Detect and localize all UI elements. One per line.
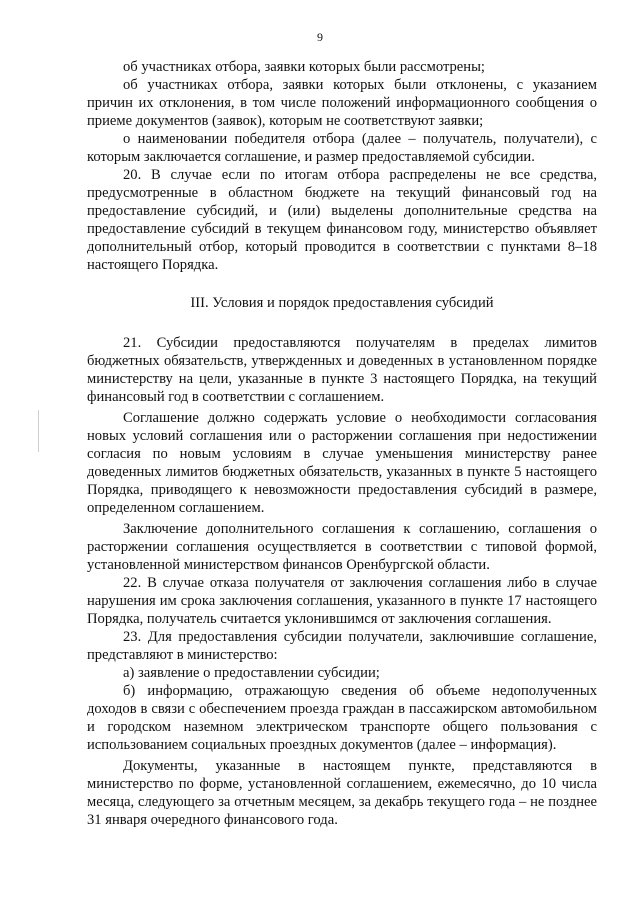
document-body (87, 58, 597, 829)
paragraph: Заключение дополнительного соглашения к соглашению, соглашения о расторжении соглашения осуществляется в соответствии с типовой формой, установленной министерством финансов Оренбургской области. (87, 521, 597, 573)
section-heading: III. Условия и порядок предоставления субсидий (190, 295, 494, 311)
paragraph: об участниках отбора, заявки которых были рассмотрены; (123, 59, 485, 75)
paragraph-item-23: 23. Для предоставления субсидии получатели, заключившие соглашение, представляют в министерство: (87, 629, 597, 663)
paragraph: о наименовании победителя отбора (далее – получатель, получатели), с которым заключается соглашение, и размер предоставляемой субсидии. (87, 131, 597, 165)
list-item-b: б) информацию, отражающую сведения об объеме недополученных доходов в связи с обеспечением проезда граждан в пассажирском автомобильном и городском наземном электрическом транспорте общего пользования с использованием социальных проездных документов (далее – информация). (87, 683, 597, 753)
page-number: 9 (317, 30, 323, 44)
paragraph-item-22: 22. В случае отказа получателя от заключения соглашения либо в случае нарушения им срока заключения соглашения, указанного в пункте 17 настоящего Порядка, получатель считается уклонившимся от заключения соглашения. (87, 575, 597, 627)
paragraph-item-20: 20. В случае если по итогам отбора распределены не все средства, предусмотренные в областном бюджете на текущий финансовый год на предоставление субсидий, и (или) выделены дополнительные средства на предоставление субсидий в текущем финансовом году, министерство объявляет дополнительный отбор, который проводится в соответствии с пунктами 8–18 настоящего Порядка. (87, 167, 597, 273)
scan-margin-mark (38, 410, 39, 452)
paragraph: Документы, указанные в настоящем пункте, представляются в министерство по форме, установленной соглашением, ежемесячно, до 10 числа месяца, следующего за отчетным месяцем, за декабрь текущего года – не позднее 31 января очередного финансового года. (87, 758, 597, 828)
list-item-a: а) заявление о предоставлении субсидии; (123, 665, 380, 681)
paragraph-item-21: 21. Субсидии предоставляются получателям в пределах лимитов бюджетных обязательств, утвержденных и доведенных в установленном порядке министерству на цели, указанные в пункте 3 настоящего Порядка, на текущий финансовый год в соответствии с соглашением. (87, 335, 597, 405)
paragraph: об участниках отбора, заявки которых были отклонены, с указанием причин их отклонения, в том числе положений информационного сообщения о приеме документов (заявок), которым не соответствуют заявки; (87, 77, 597, 129)
paragraph: Соглашение должно содержать условие о необходимости согласования новых условий соглашения или о расторжении соглашения при недостижении согласия по новым условиям в случае уменьшения министерству ранее доведенных лимитов бюджетных обязательств, указанных в пункте 5 настоящего Порядка, приводящего к невозможности предоставления субсидий в размере, определенном соглашением. (87, 410, 597, 516)
